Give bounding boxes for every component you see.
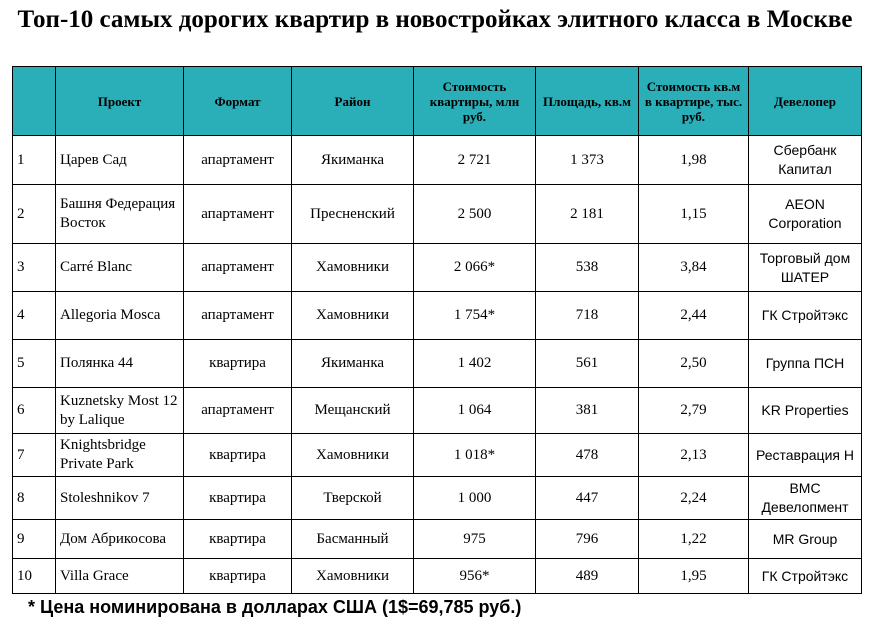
cell-price: 2 721 [414, 136, 536, 185]
cell-project: Kuznetsky Most 12 by Lalique [56, 388, 184, 434]
cell-project: Дом Абрикосова [56, 520, 184, 559]
cell-price: 1 754* [414, 292, 536, 340]
table-row [13, 244, 862, 292]
cell-area: 796 [536, 520, 639, 559]
page-title: Топ-10 самых дорогих квартир в новостройках элитного класса в Москве [17, 6, 853, 33]
cell-format: апартамент [184, 244, 292, 292]
cell-area: 447 [536, 477, 639, 520]
cell-project: Knightsbridge Private Park [56, 434, 184, 477]
cell-sqm-price: 1,15 [639, 185, 749, 244]
table-header-row [13, 67, 862, 136]
header-cell-num [13, 67, 56, 136]
header-cell-sqm-price: Стоимость кв.м в квартире, тыс. руб. [639, 67, 749, 136]
table-row [13, 434, 862, 477]
cell-project: Villa Grace [56, 559, 184, 594]
cell-area: 1 373 [536, 136, 639, 185]
cell-district: Мещанский [292, 388, 414, 434]
cell-district: Хамовники [292, 434, 414, 477]
cell-project: Allegoria Mosca [56, 292, 184, 340]
cell-developer: AEON Corporation [749, 185, 862, 244]
cell-district: Хамовники [292, 559, 414, 594]
cell-format: апартамент [184, 292, 292, 340]
cell-project: Царев Сад [56, 136, 184, 185]
cell-num: 2 [13, 185, 56, 244]
cell-developer: ГК Стройтэкс [749, 292, 862, 340]
table-row [13, 520, 862, 559]
cell-num: 7 [13, 434, 56, 477]
cell-num: 4 [13, 292, 56, 340]
cell-area: 718 [536, 292, 639, 340]
cell-format: апартамент [184, 388, 292, 434]
cell-format: квартира [184, 434, 292, 477]
cell-sqm-price: 2,50 [639, 340, 749, 388]
cell-developer: MR Group [749, 520, 862, 559]
header-cell-project: Проект [56, 67, 184, 136]
cell-district: Хамовники [292, 292, 414, 340]
cell-format: апартамент [184, 136, 292, 185]
cell-num: 10 [13, 559, 56, 594]
cell-district: Якиманка [292, 136, 414, 185]
cell-sqm-price: 2,44 [639, 292, 749, 340]
cell-developer: Сбербанк Капитал [749, 136, 862, 185]
cell-num: 1 [13, 136, 56, 185]
table-row [13, 559, 862, 594]
cell-district: Якиманка [292, 340, 414, 388]
cell-area: 561 [536, 340, 639, 388]
cell-format: квартира [184, 340, 292, 388]
cell-sqm-price: 2,13 [639, 434, 749, 477]
cell-price: 956* [414, 559, 536, 594]
table-row [13, 292, 862, 340]
cell-area: 478 [536, 434, 639, 477]
cell-area: 489 [536, 559, 639, 594]
cell-sqm-price: 2,79 [639, 388, 749, 434]
cell-num: 9 [13, 520, 56, 559]
cell-price: 1 000 [414, 477, 536, 520]
cell-price: 975 [414, 520, 536, 559]
table-row [13, 136, 862, 185]
cell-developer: Группа ПСН [749, 340, 862, 388]
header-cell-format: Формат [184, 67, 292, 136]
header-cell-district: Район [292, 67, 414, 136]
cell-developer: Реставрация Н [749, 434, 862, 477]
cell-area: 381 [536, 388, 639, 434]
cell-num: 6 [13, 388, 56, 434]
table-row [13, 185, 862, 244]
cell-price: 2 066* [414, 244, 536, 292]
cell-project: Carré Blanc [56, 244, 184, 292]
cell-developer: Торговый дом ШАТЕР [749, 244, 862, 292]
header-cell-area: Площадь, кв.м [536, 67, 639, 136]
cell-district: Басманный [292, 520, 414, 559]
cell-project: Полянка 44 [56, 340, 184, 388]
cell-district: Пресненский [292, 185, 414, 244]
cell-sqm-price: 1,22 [639, 520, 749, 559]
cell-num: 5 [13, 340, 56, 388]
cell-num: 3 [13, 244, 56, 292]
cell-developer: ГК Стройтэкс [749, 559, 862, 594]
cell-area: 538 [536, 244, 639, 292]
cell-format: квартира [184, 477, 292, 520]
cell-price: 2 500 [414, 185, 536, 244]
cell-developer: KR Properties [749, 388, 862, 434]
table-row [13, 477, 862, 520]
cell-price: 1 064 [414, 388, 536, 434]
cell-district: Тверской [292, 477, 414, 520]
cell-format: квартира [184, 520, 292, 559]
cell-sqm-price: 1,98 [639, 136, 749, 185]
cell-area: 2 181 [536, 185, 639, 244]
cell-developer: BMC Девелопмент [749, 477, 862, 520]
cell-price: 1 402 [414, 340, 536, 388]
cell-price: 1 018* [414, 434, 536, 477]
table-row [13, 388, 862, 434]
cell-sqm-price: 3,84 [639, 244, 749, 292]
cell-format: квартира [184, 559, 292, 594]
header-cell-developer: Девелопер [749, 67, 862, 136]
apartments-table [12, 66, 862, 594]
cell-format: апартамент [184, 185, 292, 244]
cell-project: Башня Федерация Восток [56, 185, 184, 244]
price-footnote: * Цена номинирована в долларах США (1$=69,785 руб.) [28, 597, 522, 617]
cell-project: Stoleshnikov 7 [56, 477, 184, 520]
table-row [13, 340, 862, 388]
cell-sqm-price: 1,95 [639, 559, 749, 594]
cell-num: 8 [13, 477, 56, 520]
cell-sqm-price: 2,24 [639, 477, 749, 520]
header-cell-price: Стоимость квартиры, млн руб. [414, 67, 536, 136]
cell-district: Хамовники [292, 244, 414, 292]
